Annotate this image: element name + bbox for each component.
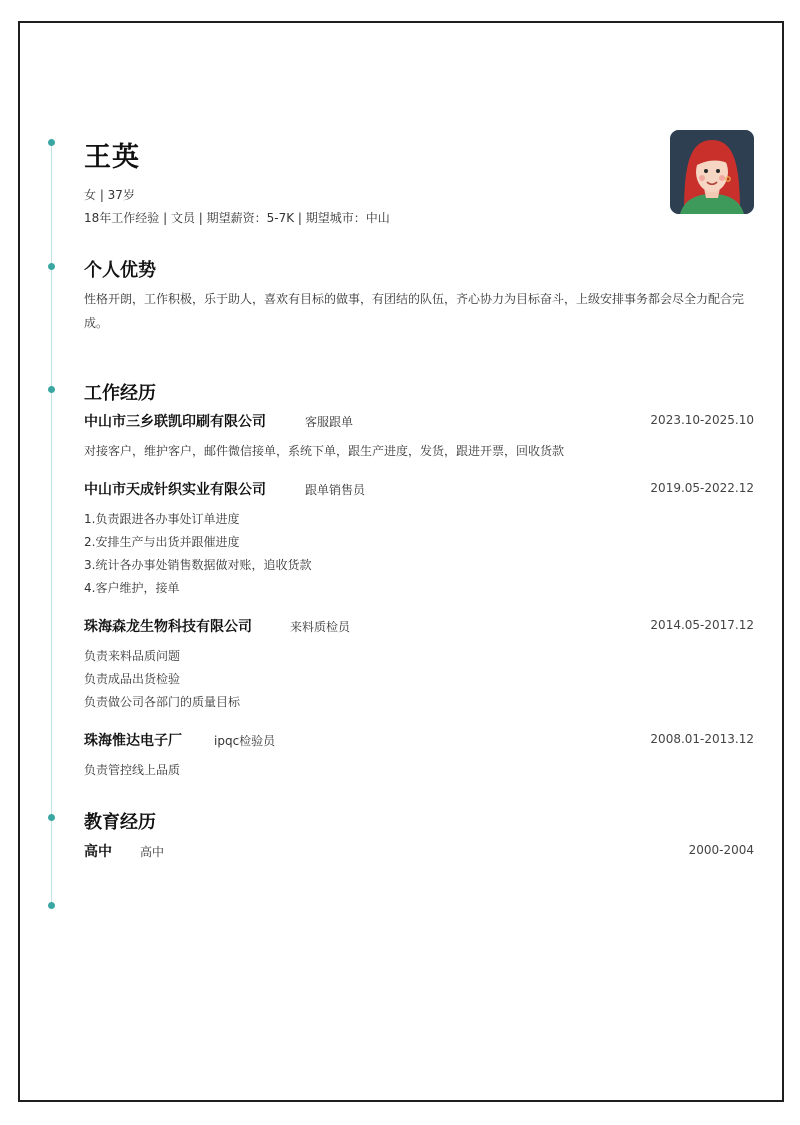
job-company: 珠海森龙生物科技有限公司 [84,619,252,635]
job-duty: 4.客户维护，接单 [84,581,180,595]
job-role: 客服跟单 [305,415,354,429]
education-date: 2000-2004 [688,843,754,857]
job-role: 跟单销售员 [305,483,366,497]
advantage-text: 性格开朗，工作积极，乐于助人，喜欢有目标的做事，有团结的队伍，齐心协力为目标奋斗，上级安排事务都会尽全力配合完成。 [84,292,745,330]
job-company: 中山市天成针织实业有限公司 [84,482,266,498]
job-date: 2014.05-2017.12 [650,618,754,632]
job-role: ipqc检验员 [214,734,276,748]
timeline-dot [48,902,55,909]
timeline-dot [48,386,55,393]
timeline-dot [48,263,55,270]
avatar-illustration-icon [670,130,754,214]
job-duty: 对接客户，维护客户，邮件微信接单，系统下单，跟生产进度，发货，跟进开票，回收货款 [84,444,565,458]
education-degree: 高中 [140,845,165,859]
timeline-dot [48,814,55,821]
basic-info: 女 | 37岁 [84,188,135,202]
job-company: 中山市三乡联凯印刷有限公司 [84,414,266,430]
job-date: 2023.10-2025.10 [650,413,754,427]
job-duty: 负责做公司各部门的质量目标 [84,695,241,709]
avatar [670,130,754,214]
job-duty: 负责管控线上品质 [84,763,181,777]
job-expectation: 18年工作经验 | 文员 | 期望薪资：5-7K | 期望城市：中山 [84,211,390,225]
timeline-line [51,142,52,905]
section-title-advantage: 个人优势 [84,260,156,281]
job-duty: 负责来料品质问题 [84,649,181,663]
job-duty: 负责成品出货检验 [84,672,181,686]
job-role: 来料质检员 [290,620,351,634]
job-duty: 3.统计各办事处销售数据做对账，追收货款 [84,558,312,572]
job-duty: 2.安排生产与出货并跟催进度 [84,535,240,549]
job-duty: 1.负责跟进各办事处订单进度 [84,512,240,526]
job-company: 珠海惟达电子厂 [84,733,182,749]
job-date: 2008.01-2013.12 [650,732,754,746]
section-title-work: 工作经历 [84,383,156,404]
education-school: 高中 [84,844,112,860]
section-title-education: 教育经历 [84,812,156,833]
candidate-name: 王英 [84,142,140,173]
job-date: 2019.05-2022.12 [650,481,754,495]
timeline-dot [48,139,55,146]
